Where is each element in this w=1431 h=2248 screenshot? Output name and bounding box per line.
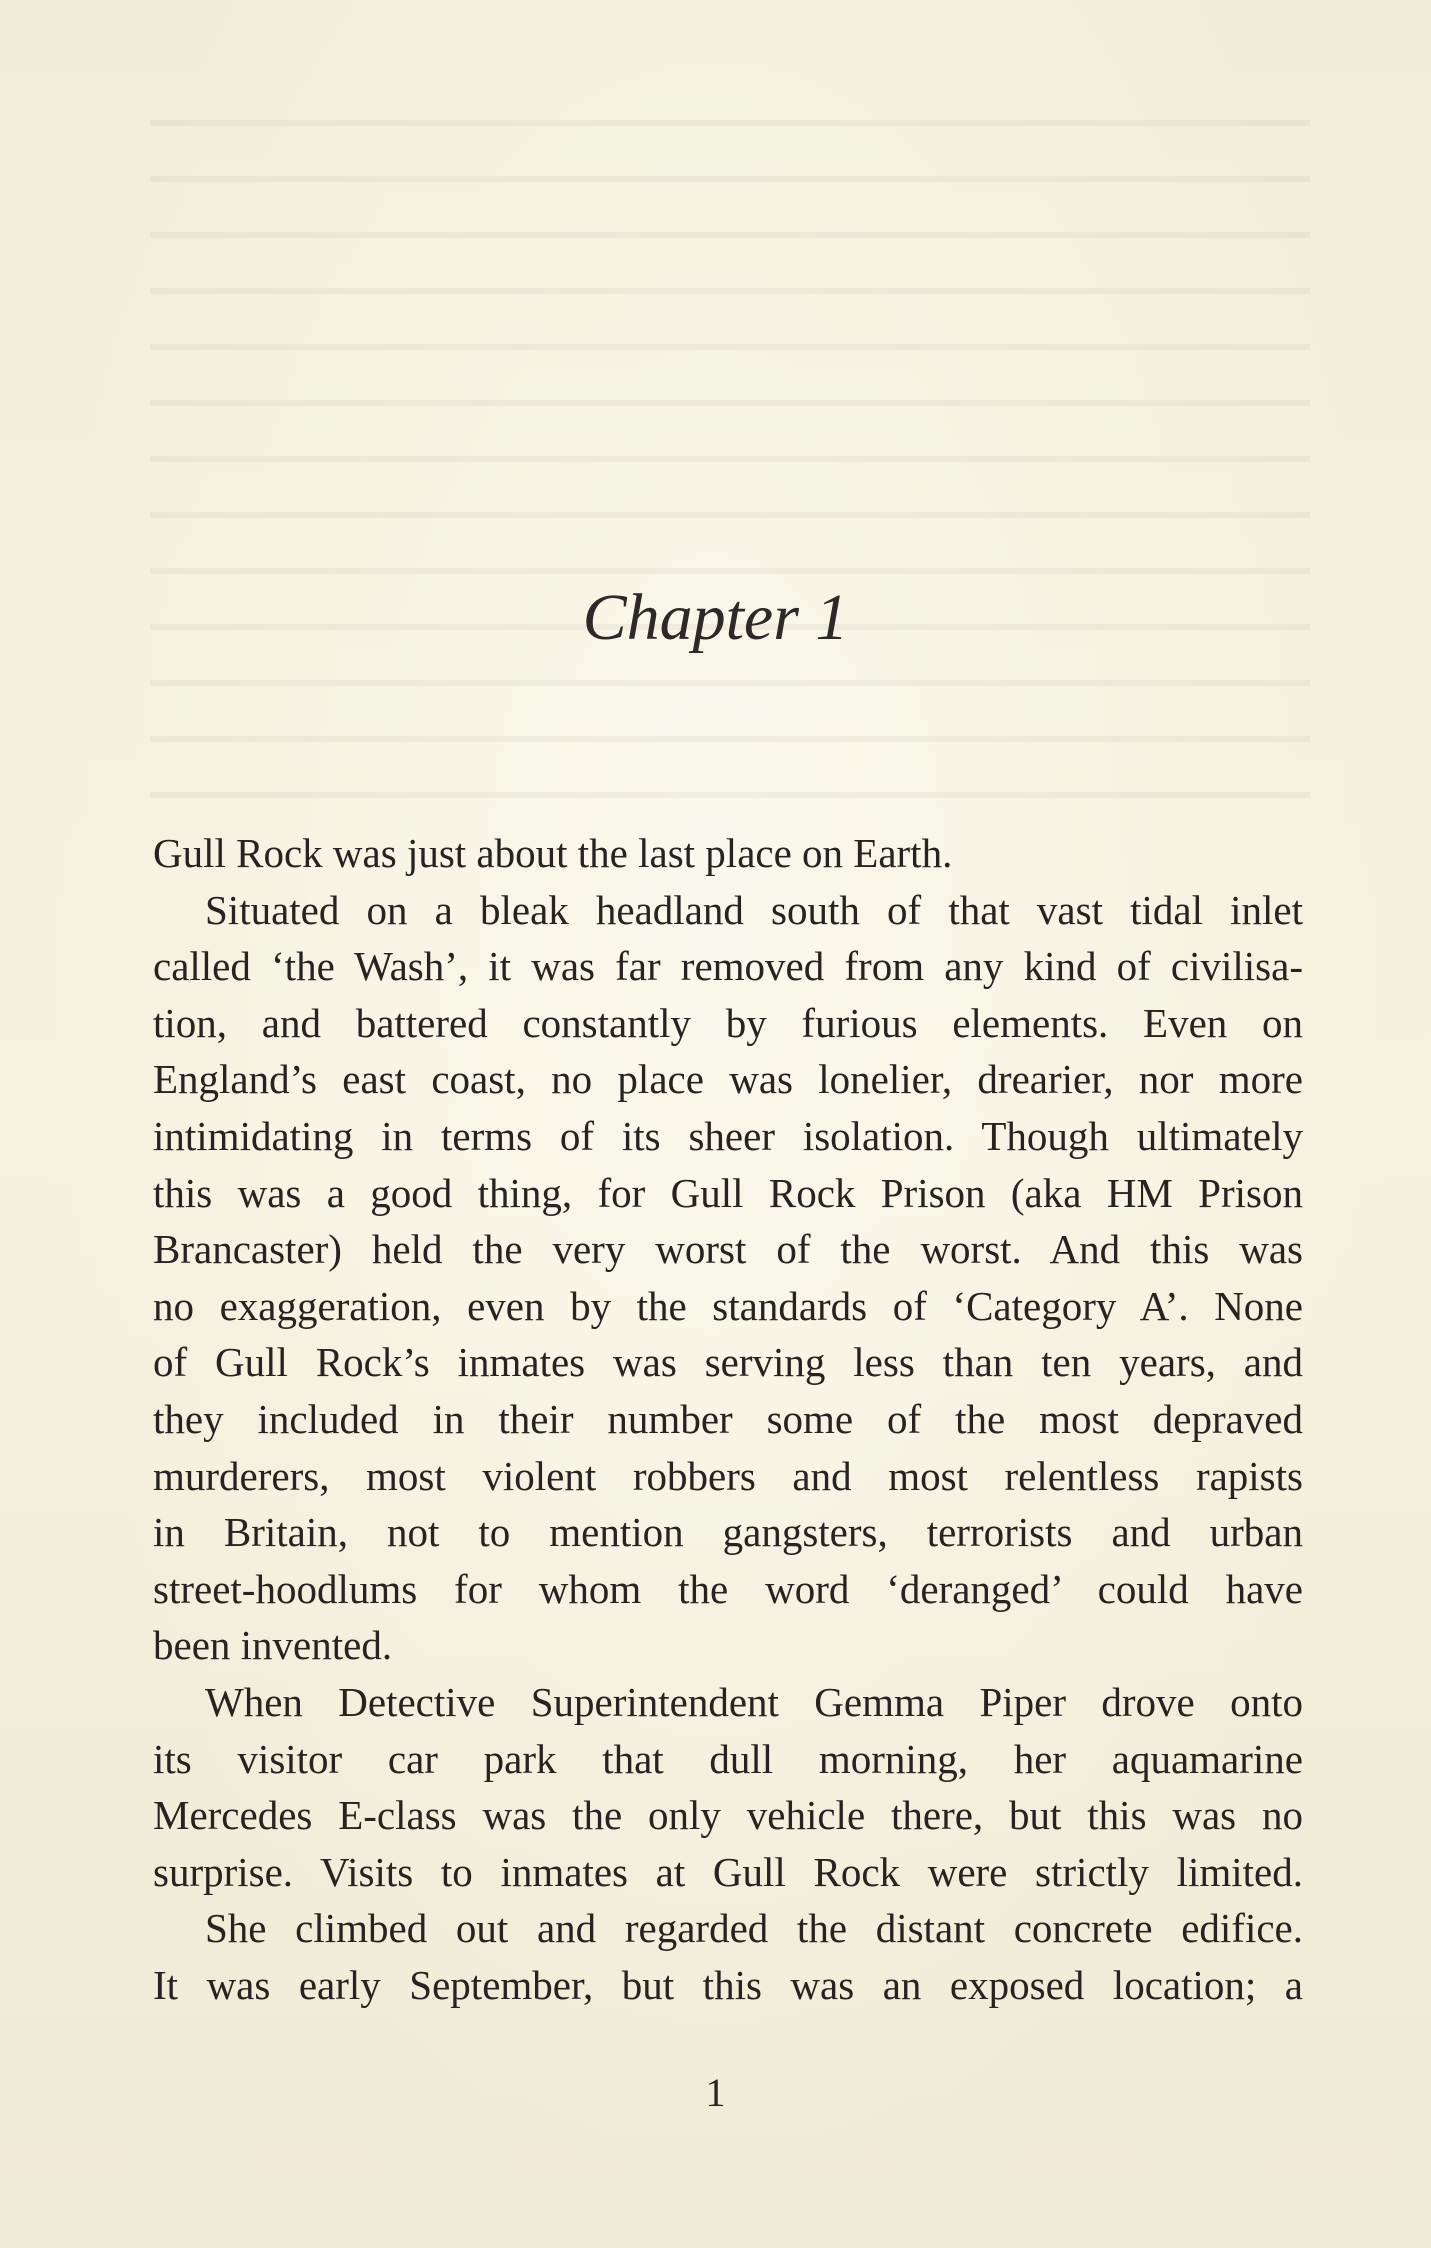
text-line: Mercedes E-class was the only vehicle there, but this was no: [153, 1792, 1303, 1839]
text-line: England’s east coast, no place was lonelier, drearier, nor more: [153, 1056, 1303, 1103]
text-line: this was a good thing, for Gull Rock Prison (aka HM Prison: [153, 1169, 1303, 1216]
paragraph-1: [153, 825, 1303, 882]
text-line: She climbed out and regarded the distant concrete edifice.: [205, 1905, 1303, 1952]
text-line: surprise. Visits to inmates at Gull Rock were strictly limited.: [153, 1848, 1303, 1895]
bleed-through-texture: [150, 90, 1310, 830]
text-line: When Detective Superintendent Gemma Piper drove onto: [205, 1678, 1303, 1725]
text-line: street-hoodlums for whom the word ‘deranged’ could have: [153, 1565, 1303, 1612]
text-line: in Britain, not to mention gangsters, terrorists and urban: [153, 1509, 1303, 1556]
text-line: been invented.: [153, 1622, 393, 1669]
text-line: Gull Rock was just about the last place on Earth.: [153, 830, 953, 876]
paragraph-4: [153, 1900, 1303, 2013]
text-line: no exaggeration, even by the standards of ‘Category A’. None: [153, 1282, 1303, 1329]
text-line: of Gull Rock’s inmates was serving less than ten years, and: [153, 1339, 1303, 1386]
text-line: murderers, most violent robbers and most relentless rapists: [153, 1452, 1303, 1499]
text-line: its visitor car park that dull morning, her aquamarine: [153, 1735, 1303, 1782]
paragraph-3: [153, 1674, 1303, 1900]
text-line: tion, and battered constantly by furious elements. Even on: [153, 999, 1303, 1046]
chapter-title: Chapter 1: [582, 581, 849, 654]
text-line: Brancaster) held the very worst of the worst. And this was: [153, 1226, 1303, 1273]
text-line: they included in their number some of the most depraved: [153, 1395, 1303, 1442]
text-line: It was early September, but this was an exposed location; a: [153, 1961, 1303, 2008]
text-line: Situated on a bleak headland south of that vast tidal inlet: [205, 886, 1303, 933]
page-number: 1: [705, 2070, 726, 2115]
text-line: called ‘the Wash’, it was far removed from any kind of civilisa-: [153, 943, 1303, 990]
paragraph-2: [153, 882, 1303, 1674]
text-line: intimidating in terms of its sheer isolation. Though ultimately: [153, 1112, 1303, 1159]
body-text: [153, 825, 1303, 2013]
